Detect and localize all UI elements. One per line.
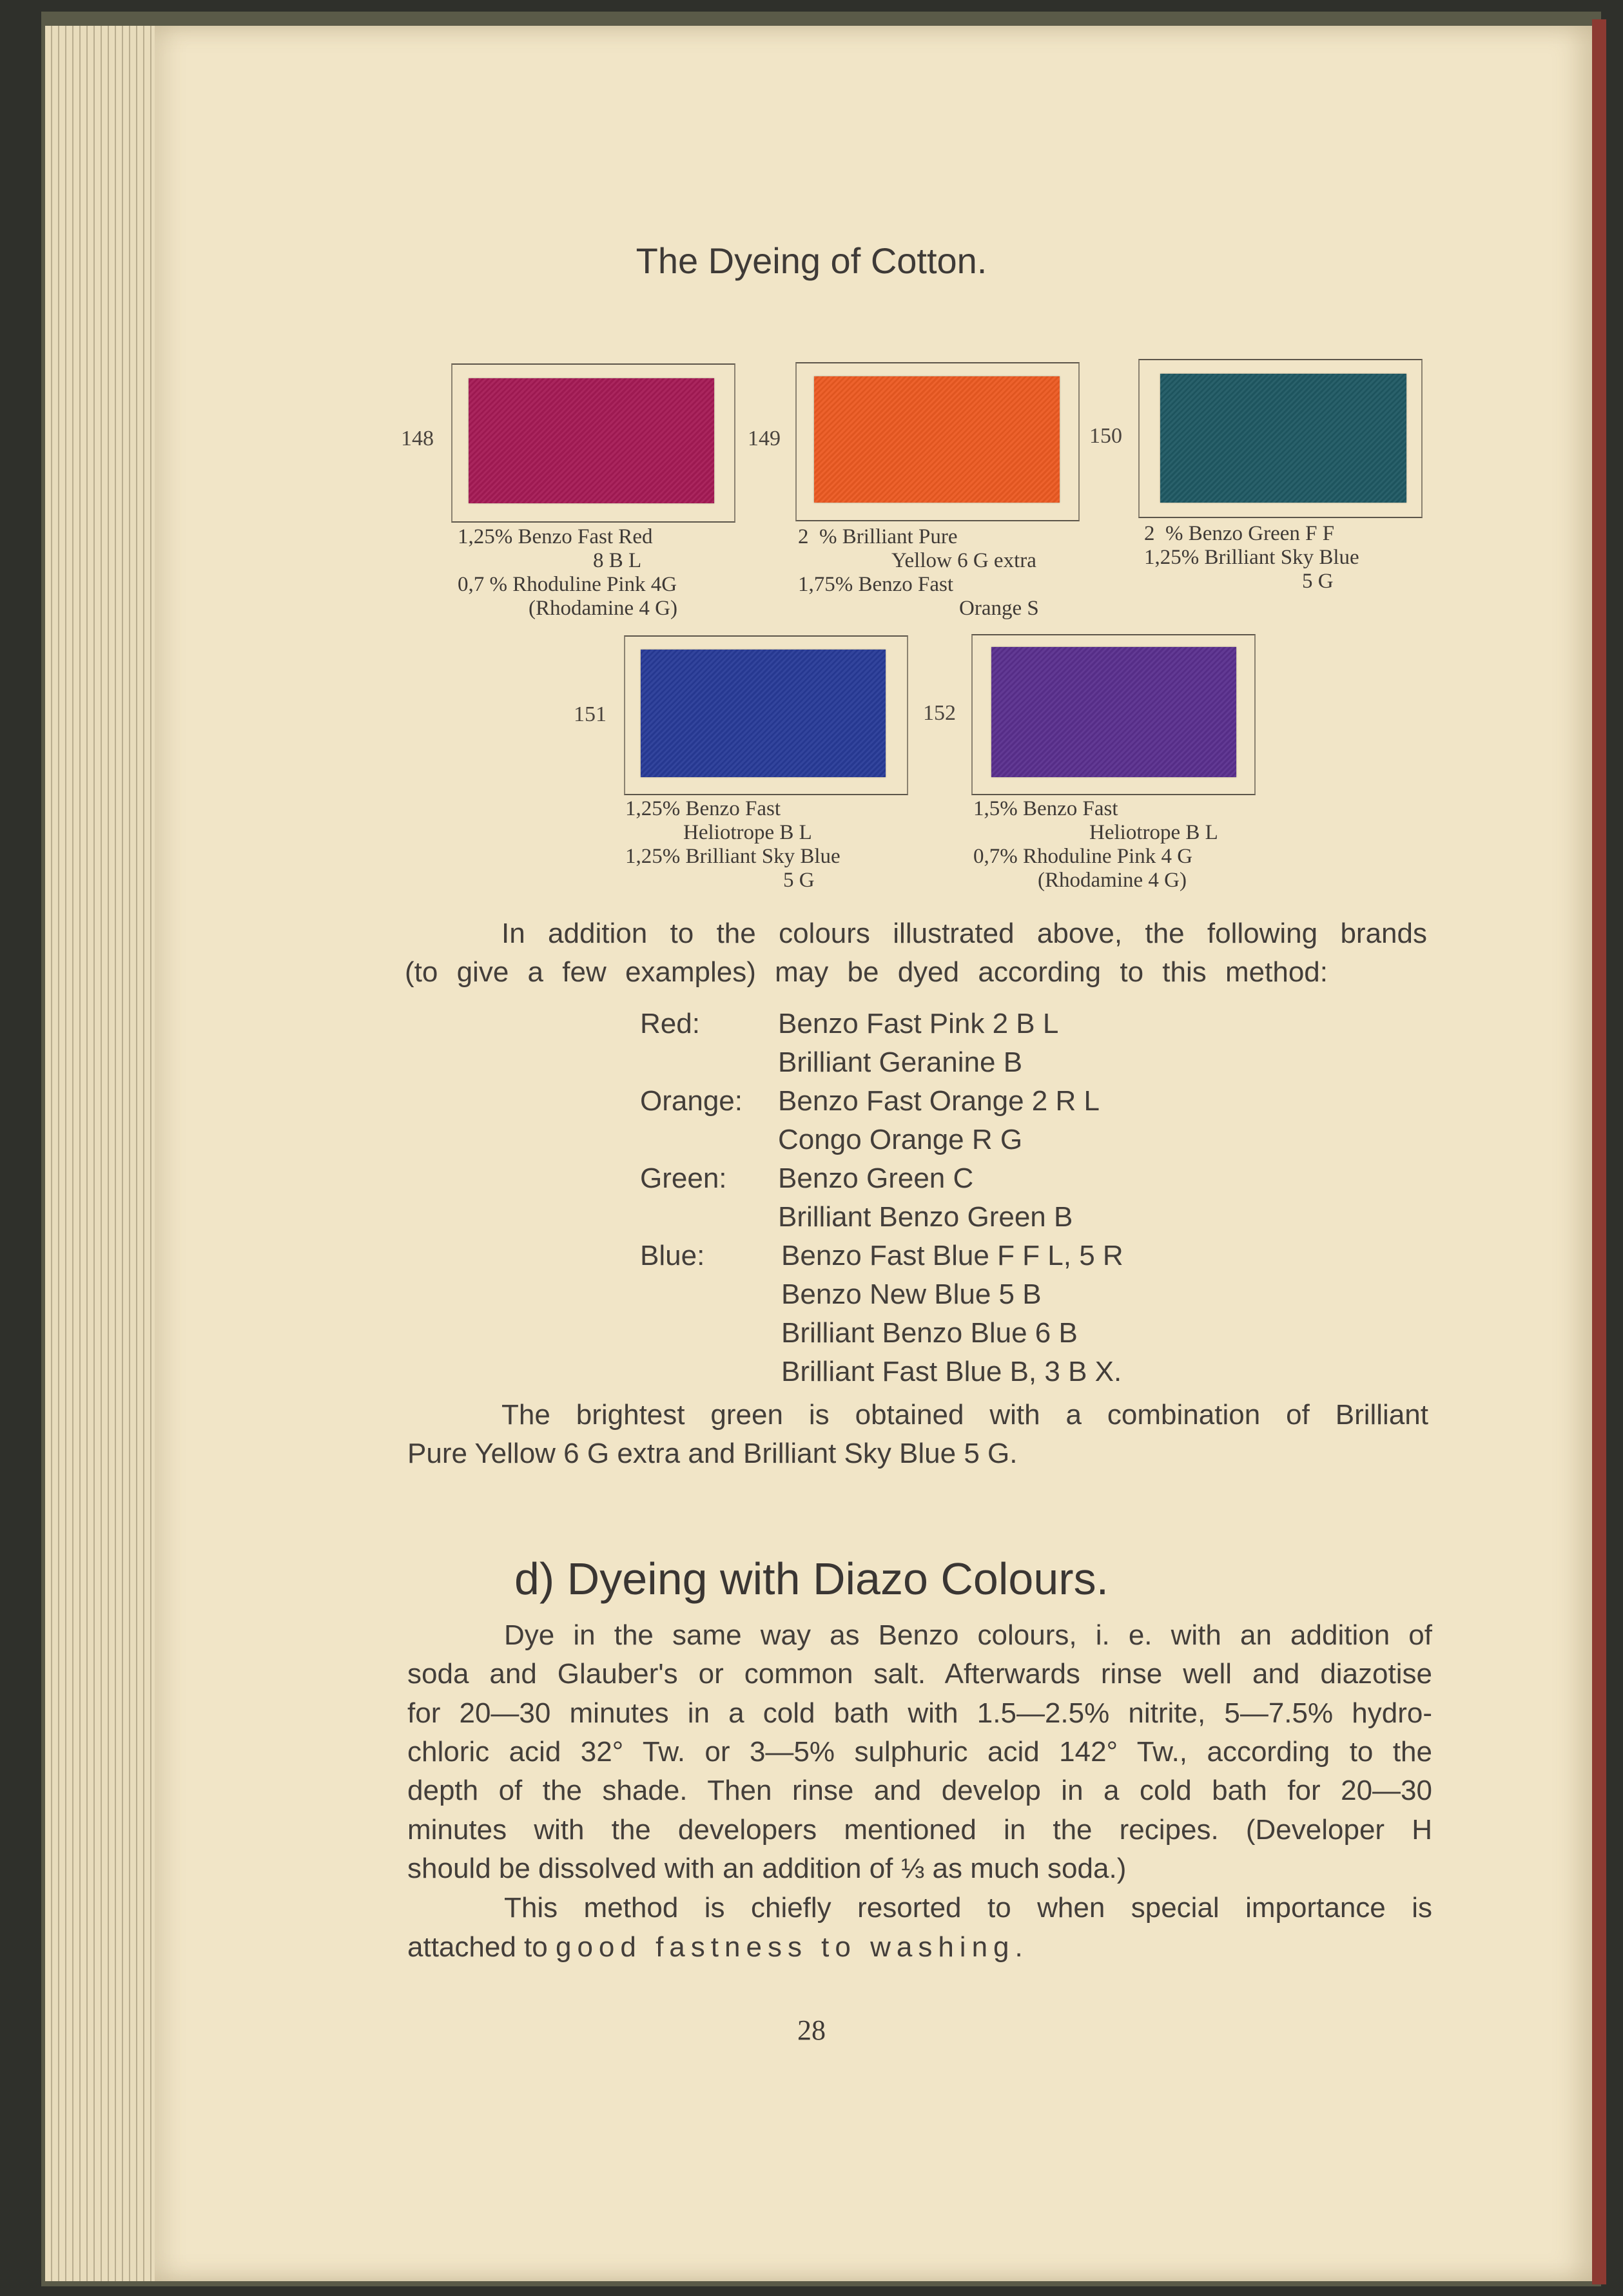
recipe-line: Heliotrope B L [1089,821,1218,844]
text-line: Dye in the same way as Benzo colours, i. e. with an addition of [504,1619,1432,1651]
recipe-line: 2 % Brilliant Pure [798,525,958,548]
page-stack-edge [45,26,168,2281]
section-heading: d) Dyeing with Diazo Colours. [514,1554,1109,1604]
emphasized-text: good fastness to washing. [555,1931,1029,1963]
brand-item: Brilliant Fast Blue B, 3 B X. [781,1356,1122,1387]
right-cover-edge [1592,19,1606,2284]
recipe-line: Yellow 6 G extra [891,549,1036,572]
text-line: depth of the shade. Then rinse and develop in a cold bath for 20—30 [407,1775,1432,1806]
recipe-line: 1,25% Benzo Fast [625,797,781,820]
brand-category-red: Red: [640,1008,700,1039]
recipe-line: (Rhodamine 4 G) [1038,869,1187,892]
brand-item: Brilliant Benzo Green B [778,1201,1073,1233]
brand-item: Benzo New Blue 5 B [781,1278,1042,1310]
recipe-line: 5 G [783,869,815,892]
sample-number: 151 [574,702,607,726]
sample-recipe [973,797,1257,892]
brand-item: Brilliant Benzo Blue 6 B [781,1317,1078,1349]
recipe-line: 1,5% Benzo Fast [973,797,1118,820]
sample-number: 150 [1089,424,1122,448]
text-line: minutes with the developers mentioned in the recipes. (Developer H [407,1814,1432,1846]
recipe-line: 1,75% Benzo Fast [798,573,954,596]
recipe-line: 1,25% Benzo Fast Red [458,525,653,548]
recipe-line: (Rhodamine 4 G) [529,597,677,620]
sample-number: 148 [401,427,434,450]
sample-recipe [798,525,1082,621]
recipe-line: 1,25% Brilliant Sky Blue [1144,546,1359,569]
brand-item: Benzo Fast Orange 2 R L [778,1085,1100,1117]
page-number: 28 [797,2014,826,2046]
sample-number: 149 [748,427,781,450]
brand-item: Benzo Green C [778,1162,974,1194]
recipe-line: 5 G [1302,570,1334,593]
brand-category-orange: Orange: [640,1085,743,1117]
recipe-line: 0,7 % Rhoduline Pink 4G [458,573,677,596]
color-swatch [641,650,886,777]
text-line: for 20—30 minutes in a cold bath with 1.5—2.5% nitrite, 5—7.5% hydro- [407,1697,1432,1729]
brand-item: Congo Orange R G [778,1124,1023,1155]
text-line: chloric acid 32° Tw. or 3—5% sulphuric acid 142° Tw., according to the [407,1736,1432,1768]
brand-category-blue: Blue: [640,1240,705,1271]
recipe-line: 0,7% Rhoduline Pink 4 G [973,845,1193,868]
recipe-line: Heliotrope B L [683,821,812,844]
text-line [407,1931,1029,1964]
color-swatch [469,378,714,503]
text-segment: attached to [407,1931,548,1963]
recipe-line: 8 B L [593,549,642,572]
page-title: The Dyeing of Cotton. [636,240,987,281]
color-swatch [991,647,1236,777]
recipe-line: Orange S [959,597,1039,620]
color-swatch [1160,374,1406,503]
color-swatch [814,376,1060,503]
text-line: should be dissolved with an addition of ⅓ as much soda.) [407,1853,1127,1884]
text-line: soda and Glauber's or common salt. Afterwards rinse well and diazotise [407,1658,1432,1690]
sample-recipe [1144,522,1428,593]
text-line: (to give a few examples) may be dyed according to this method: [405,956,1328,988]
text-line: The brightest green is obtained with a combination of Brilliant [501,1399,1428,1431]
sample-number: 152 [923,701,956,725]
text-line: This method is chiefly resorted to when special importance is [504,1892,1432,1924]
recipe-line: 2 % Benzo Green F F [1144,522,1335,545]
sample-recipe [625,797,909,892]
brand-item: Benzo Fast Blue F F L, 5 R [781,1240,1123,1271]
text-line: Pure Yellow 6 G extra and Brilliant Sky Blue 5 G. [407,1438,1018,1469]
brand-item: Brilliant Geranine B [778,1047,1023,1078]
recipe-line: 1,25% Brilliant Sky Blue [625,845,841,868]
brand-category-green: Green: [640,1162,727,1194]
sample-recipe [458,525,735,621]
text-line: In addition to the colours illustrated above, the following brands [501,918,1427,949]
brand-item: Benzo Fast Pink 2 B L [778,1008,1059,1039]
